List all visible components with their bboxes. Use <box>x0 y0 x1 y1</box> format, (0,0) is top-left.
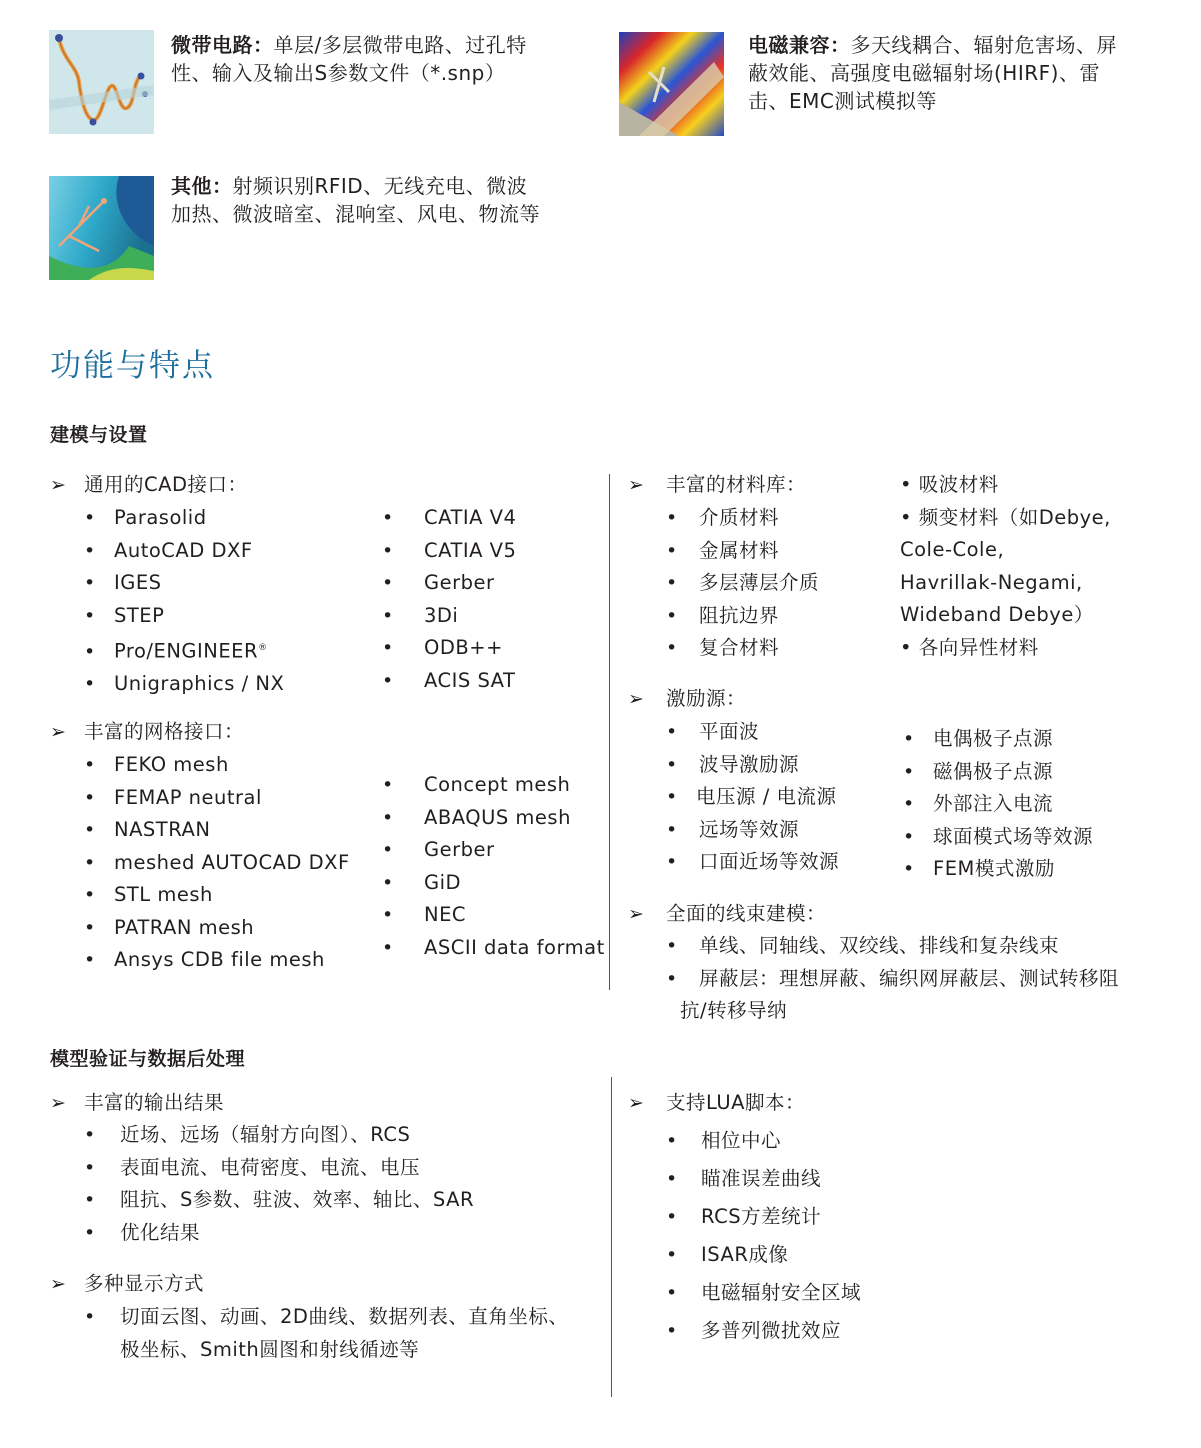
app-emc-text: 电磁兼容：多天线耦合、辐射危害场、屏 蔽效能、高强度电磁辐射场(HIRF)、雷 击、EMC测试模拟等 <box>748 33 1117 113</box>
list-item: • 球面模式场等效源 <box>903 824 1094 848</box>
emc-image <box>619 32 724 136</box>
list-item: • STL mesh <box>84 883 213 906</box>
list-item: • ACIS SAT <box>382 668 516 692</box>
list-item: • 电磁辐射安全区域 <box>666 1281 862 1304</box>
display-heading: ➢ 多种显示方式 <box>50 1272 205 1295</box>
materials-list-col2 <box>900 469 1111 664</box>
cad-list-col2 <box>382 502 516 698</box>
list-item: • 单线、同轴线、双绞线、排线和复杂线束 <box>666 934 1060 957</box>
cable-heading: ➢ 全面的线束建模： <box>628 902 827 925</box>
list-item: • 各向异性材料 <box>900 635 1039 659</box>
list-item: • 远场等效源 <box>666 817 800 841</box>
list-item: • 复合材料 <box>666 636 780 659</box>
arrow-bullet-icon: ➢ <box>50 1273 67 1295</box>
list-item: • 介质材料 <box>666 506 780 529</box>
list-item: • RCS方差统计 <box>666 1205 822 1228</box>
lua-list <box>666 1122 861 1350</box>
app-title: 其他： <box>171 174 233 198</box>
arrow-bullet-icon: ➢ <box>628 1092 645 1114</box>
list-item: • IGES <box>84 571 162 595</box>
column-divider <box>611 1077 612 1397</box>
lua-heading: ➢ 支持LUA脚本： <box>628 1091 806 1114</box>
list-item: • Pro/ENGINEER® <box>84 639 268 663</box>
arrow-bullet-icon: ➢ <box>628 903 645 925</box>
display-list <box>84 1301 568 1366</box>
list-item: • 磁偶极子点源 <box>903 759 1054 783</box>
list-item-continued: Havrillak-Negami, <box>900 570 1083 594</box>
arrow-bullet-icon: ➢ <box>50 721 67 743</box>
list-item: • 口面近场等效源 <box>666 850 840 873</box>
list-item: • ASCII data format <box>382 935 605 959</box>
list-item: • 平面波 <box>666 720 760 743</box>
materials-list-col1 <box>666 502 819 665</box>
mesh-list-col2 <box>382 769 605 964</box>
list-item: • 相位中心 <box>666 1129 782 1152</box>
list-item: • NEC <box>382 903 467 926</box>
arrow-bullet-icon: ➢ <box>50 1092 67 1114</box>
list-item: • CATIA V4 <box>382 506 517 529</box>
list-item-continued: Wideband Debye） <box>900 603 1094 626</box>
list-item: • PATRAN mesh <box>84 915 255 939</box>
registered-mark: ® <box>258 643 268 654</box>
list-item: • ISAR成像 <box>666 1243 789 1266</box>
list-item: • 外部注入电流 <box>903 792 1054 815</box>
cad-interface-heading: ➢ 通用的CAD接口： <box>50 473 248 496</box>
list-item: • 多层薄层介质 <box>666 571 820 594</box>
list-item: • FEM模式激励 <box>903 857 1055 880</box>
sources-list-col1 <box>666 716 839 879</box>
list-item: • Ansys CDB file mesh <box>84 948 325 971</box>
list-item: • FEKO mesh <box>84 753 229 776</box>
list-item: • 频变材料（如Debye, <box>900 505 1111 529</box>
list-item: • CATIA V5 <box>382 538 517 562</box>
validation-heading: 模型验证与数据后处理 <box>50 1048 246 1070</box>
output-list <box>84 1119 474 1249</box>
modeling-heading: 建模与设置 <box>50 424 148 446</box>
list-item: • 优化结果 <box>84 1220 201 1244</box>
list-item: • 电压源 / 电流源 <box>666 785 837 808</box>
app-title: 电磁兼容： <box>748 33 851 57</box>
sources-heading: ➢ 激励源： <box>628 687 747 710</box>
app-other-text: 其他：射频识别RFID、无线充电、微波 加热、微波暗室、混响室、风电、物流等 <box>171 174 540 226</box>
list-item-continued: Cole-Cole, <box>900 538 1005 561</box>
arrow-bullet-icon: ➢ <box>50 474 67 496</box>
cad-list-col1 <box>84 502 284 701</box>
list-item: • AutoCAD DXF <box>84 538 253 562</box>
list-item: • 吸波材料 <box>900 473 999 496</box>
list-item-continued: 极坐标、Smith圆图和射线循迹等 <box>120 1337 420 1361</box>
app-microstrip-text: 微带电路：单层/多层微带电路、过孔特 性、输入及输出S参数文件（*.snp） <box>171 33 527 85</box>
list-item: • 电偶极子点源 <box>903 727 1054 750</box>
mesh-interface-heading: ➢ 丰富的网格接口： <box>50 720 245 743</box>
list-item: • Concept mesh <box>382 773 571 796</box>
list-item: • 屏蔽层：理想屏蔽、编织网屏蔽层、测试转移阻 <box>666 966 1120 990</box>
list-item: • ODB++ <box>382 636 503 660</box>
list-item: • STEP <box>84 603 165 627</box>
materials-heading: ➢ 丰富的材料库： <box>628 473 807 496</box>
list-item: • 多普列微扰效应 <box>666 1319 842 1342</box>
list-item: • 近场、远场（辐射方向图）、RCS <box>84 1123 411 1146</box>
list-item: • Unigraphics / NX <box>84 672 285 696</box>
list-item: • ABAQUS mesh <box>382 805 571 829</box>
list-item: • 3Di <box>382 603 459 627</box>
list-item-continued: 抗/转移导纳 <box>680 999 788 1022</box>
list-item: • 表面电流、电荷密度、电流、电压 <box>84 1155 421 1179</box>
list-item: • FEMAP neutral <box>84 785 262 809</box>
mesh-list-col1 <box>84 749 350 977</box>
list-item: • Gerber <box>382 571 495 595</box>
list-item: • 切面云图、动画、2D曲线、数据列表、直角坐标、 <box>84 1305 569 1328</box>
list-item: • Parasolid <box>84 506 207 529</box>
list-item: • 瞄准误差曲线 <box>666 1167 822 1190</box>
list-item: • GiD <box>382 870 462 894</box>
list-item: • 金属材料 <box>666 538 780 562</box>
arrow-bullet-icon: ➢ <box>628 474 645 496</box>
list-item: • 阻抗、S参数、驻波、效率、轴比、SAR <box>84 1188 475 1211</box>
features-title: 功能与特点 <box>50 348 215 384</box>
microstrip-image <box>49 30 154 134</box>
list-item: • 阻抗边界 <box>666 603 780 627</box>
other-image <box>49 176 154 280</box>
column-divider <box>609 474 610 990</box>
arrow-bullet-icon: ➢ <box>628 688 645 710</box>
list-item: • 波导激励源 <box>666 752 800 776</box>
list-item: • Gerber <box>382 838 495 861</box>
cable-list <box>666 930 1119 1028</box>
app-title: 微带电路： <box>171 33 274 57</box>
list-item: • meshed AUTOCAD DXF <box>84 850 350 874</box>
output-heading: ➢ 丰富的输出结果 <box>50 1091 225 1114</box>
list-item: • NASTRAN <box>84 818 211 841</box>
sources-list-col2 <box>903 723 1093 886</box>
